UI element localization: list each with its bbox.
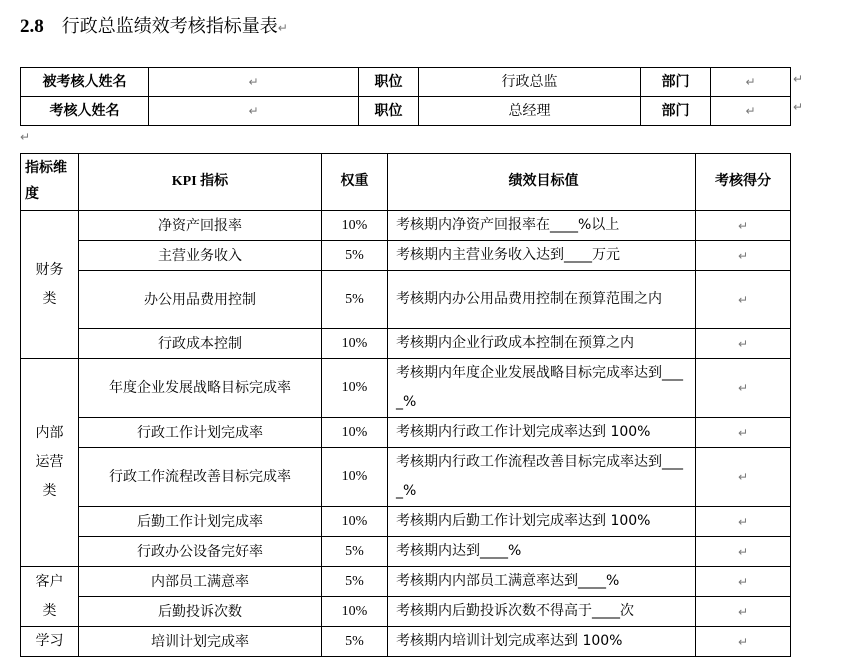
weight-cell: 10% [322, 418, 388, 448]
kpi-name-cell: 净资产回报率 [79, 211, 322, 241]
name-value[interactable]: ↵ [149, 68, 359, 97]
goal-cell: 考核期内后勤工作计划完成率达到 100% [388, 507, 696, 537]
kpi-name-cell: 行政工作计划完成率 [79, 418, 322, 448]
section-title: 行政总监绩效考核指标量表 [61, 16, 278, 37]
kpi-row [21, 567, 791, 597]
goal-cell: 考核期内行政工作流程改善目标完成率达到____% [388, 448, 696, 507]
goal-cell: 考核期内后勤投诉次数不得高于____次 [388, 597, 696, 627]
kpi-row [21, 537, 791, 567]
weight-cell: 5% [322, 567, 388, 597]
paragraph-mark-icon: ↵ [20, 130, 31, 144]
kpi-row [21, 418, 791, 448]
header-dimension: 指标维度 [21, 154, 79, 211]
goal-cell: 考核期内培训计划完成率达到 100% [388, 627, 696, 657]
weight-cell: 5% [322, 627, 388, 657]
kpi-row [21, 448, 791, 507]
employee-info-table [20, 67, 791, 126]
header-score: 考核得分 [696, 154, 791, 211]
department-label: 部门 [641, 97, 711, 126]
kpi-name-cell: 行政办公设备完好率 [79, 537, 322, 567]
dimension-cell: 内部运营类 [21, 359, 79, 567]
department-label: 部门 [641, 68, 711, 97]
score-cell[interactable]: ↵ [696, 507, 791, 537]
paragraph-mark-icon: ↵ [277, 21, 288, 35]
info-row [21, 97, 791, 126]
paragraph-mark-icon: ↵ [793, 100, 804, 114]
kpi-table [20, 153, 791, 657]
kpi-name-cell: 年度企业发展战略目标完成率 [79, 359, 322, 418]
kpi-row [21, 271, 791, 329]
position-value[interactable]: 总经理 [419, 97, 641, 126]
goal-cell: 考核期内年度企业发展战略目标完成率达到____% [388, 359, 696, 418]
header-kpi: KPI 指标 [79, 154, 322, 211]
score-cell[interactable]: ↵ [696, 627, 791, 657]
score-cell[interactable]: ↵ [696, 597, 791, 627]
dimension-cell: 学习 [21, 627, 79, 657]
name-label: 考核人姓名 [21, 97, 149, 126]
goal-cell: 考核期内净资产回报率在____%以上 [388, 211, 696, 241]
paragraph-mark-icon: ↵ [793, 72, 804, 86]
kpi-row [21, 359, 791, 418]
weight-cell: 10% [322, 359, 388, 418]
kpi-name-cell: 办公用品费用控制 [79, 271, 322, 329]
kpi-row [21, 627, 791, 657]
weight-cell: 10% [322, 329, 388, 359]
weight-cell: 10% [322, 211, 388, 241]
dimension-cell: 客户类 [21, 567, 79, 627]
goal-cell: 考核期内企业行政成本控制在预算之内 [388, 329, 696, 359]
header-weight: 权重 [322, 154, 388, 211]
weight-cell: 5% [322, 241, 388, 271]
score-cell[interactable]: ↵ [696, 211, 791, 241]
kpi-row [21, 597, 791, 627]
score-cell[interactable]: ↵ [696, 418, 791, 448]
kpi-row [21, 241, 791, 271]
goal-cell: 考核期内行政工作计划完成率达到 100% [388, 418, 696, 448]
kpi-row [21, 211, 791, 241]
score-cell[interactable]: ↵ [696, 329, 791, 359]
info-row [21, 68, 791, 97]
kpi-name-cell: 内部员工满意率 [79, 567, 322, 597]
department-value[interactable]: ↵ [711, 97, 791, 126]
kpi-name-cell: 培训计划完成率 [79, 627, 322, 657]
goal-cell: 考核期内办公用品费用控制在预算范围之内 [388, 271, 696, 329]
section-heading [20, 12, 288, 40]
dimension-cell: 财务类 [21, 211, 79, 359]
name-label: 被考核人姓名 [21, 68, 149, 97]
score-cell[interactable]: ↵ [696, 271, 791, 329]
position-label: 职位 [359, 97, 419, 126]
kpi-name-cell: 后勤工作计划完成率 [79, 507, 322, 537]
goal-cell: 考核期内内部员工满意率达到____% [388, 567, 696, 597]
kpi-row [21, 507, 791, 537]
kpi-name-cell: 主营业务收入 [79, 241, 322, 271]
score-cell[interactable]: ↵ [696, 359, 791, 418]
score-cell[interactable]: ↵ [696, 567, 791, 597]
goal-cell: 考核期内达到____% [388, 537, 696, 567]
position-label: 职位 [359, 68, 419, 97]
goal-cell: 考核期内主营业务收入达到____万元 [388, 241, 696, 271]
kpi-name-cell: 后勤投诉次数 [79, 597, 322, 627]
score-cell[interactable]: ↵ [696, 448, 791, 507]
header-goal: 绩效目标值 [388, 154, 696, 211]
position-value[interactable]: 行政总监 [419, 68, 641, 97]
kpi-header-row [21, 154, 791, 211]
kpi-row [21, 329, 791, 359]
kpi-name-cell: 行政工作流程改善目标完成率 [79, 448, 322, 507]
score-cell[interactable]: ↵ [696, 241, 791, 271]
weight-cell: 5% [322, 271, 388, 329]
weight-cell: 5% [322, 537, 388, 567]
score-cell[interactable]: ↵ [696, 537, 791, 567]
name-value[interactable]: ↵ [149, 97, 359, 126]
weight-cell: 10% [322, 507, 388, 537]
department-value[interactable]: ↵ [711, 68, 791, 97]
section-number: 2.8 [20, 16, 44, 37]
kpi-name-cell: 行政成本控制 [79, 329, 322, 359]
weight-cell: 10% [322, 448, 388, 507]
weight-cell: 10% [322, 597, 388, 627]
